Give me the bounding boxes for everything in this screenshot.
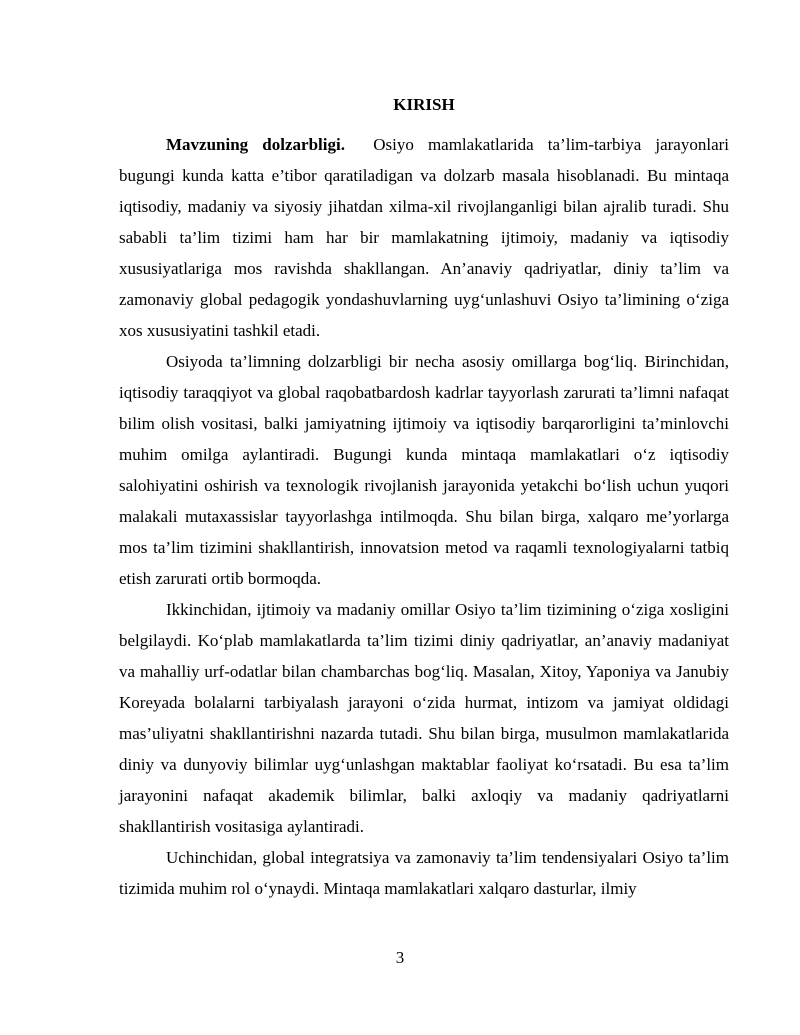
- paragraph-text: Uchinchidan, global integratsiya va zamonaviy ta’lim tendensiyalari Osiyo ta’lim tizimida muhim rol o‘ynaydi. Mintaqa mamlakatlari xalqaro dasturlar, ilmiy: [119, 848, 729, 898]
- paragraph-1: [119, 129, 729, 346]
- paragraph-text: Osiyoda ta’limning dolzarbligi bir necha asosiy omillarga bog‘liq. Birinchidan, iqtisodiy taraqqiyot va global raqobatbardosh kadrlar tayyorlash zarurati ta’limni nafaqat bilim olish vositasi, balki jamiyatning ijtimoiy va iqtisodiy barqarorligini ta’minlovchi muhim omilga aylantiradi. Bugungi kunda mintaqa mamlakatlari o‘z iqtisodiy salohiyatini oshirish va texnologik rivojlanish jarayonida yetakchi bo‘lish uchun yuqori malakali mutaxassislar tayyorlashga intilmoqda. Shu bilan birga, xalqaro me’yorlarga mos ta’lim tizimini shakllantirish, innovatsion metod va raqamli texnologiyalarni tatbiq etish zarurati ortib bormoqda.: [119, 352, 729, 588]
- paragraph-4: [119, 842, 729, 904]
- paragraph-2: [119, 346, 729, 594]
- paragraph-text: Ikkinchidan, ijtimoiy va madaniy omillar Osiyo ta’lim tizimining o‘ziga xosligini belgilaydi. Ko‘plab mamlakatlarda ta’lim tizimi diniy qadriyatlar, an’anaviy madaniyat va mahalliy urf-odatlar bilan chambarchas bog‘liq. Masalan, Xitoy, Yaponiya va Janubiy Koreyada bolalarni tarbiyalash jarayoni o‘zida hurmat, intizom va jamiyat oldidagi mas’uliyatni shakllantirishni nazarda tutadi. Shu bilan birga, musulmon mamlakatlarida diniy va dunyoviy bilimlar uyg‘unlashgan maktablar faoliyat ko‘rsatadi. Bu esa ta’lim jarayonini nafaqat akademik bilimlar, balki axloqiy va madaniy qadriyatlarni shakllantirish vositasiga aylantiradi.: [119, 600, 729, 836]
- paragraph-lead: Mavzuning dolzarbligi.: [166, 135, 345, 154]
- paragraph-3: [119, 594, 729, 842]
- document-page: [119, 93, 729, 904]
- page-number: 3: [395, 948, 405, 967]
- paragraph-text: Osiyo mamlakatlarida ta’lim-tarbiya jarayonlari bugungi kunda katta e’tibor qaratiladigan va dolzarb masala hisoblanadi. Bu mintaqa iqtisodiy, madaniy va siyosiy jihatdan xilma-xil rivojlanganligi bilan ajralib turadi. Shu sababli ta’lim tizimi ham har bir mamlakatning ijtimoiy, madaniy va iqtisodiy xususiyatlariga mos ravishda shakllangan. An’anaviy qadriyatlar, diniy ta’lim va zamonaviy global pedagogik yondashuvlarning uyg‘unlashuvi Osiyo ta’limining o‘ziga xos xususiyatini tashkil etadi.: [119, 135, 729, 340]
- section-title: KIRISH: [393, 95, 455, 114]
